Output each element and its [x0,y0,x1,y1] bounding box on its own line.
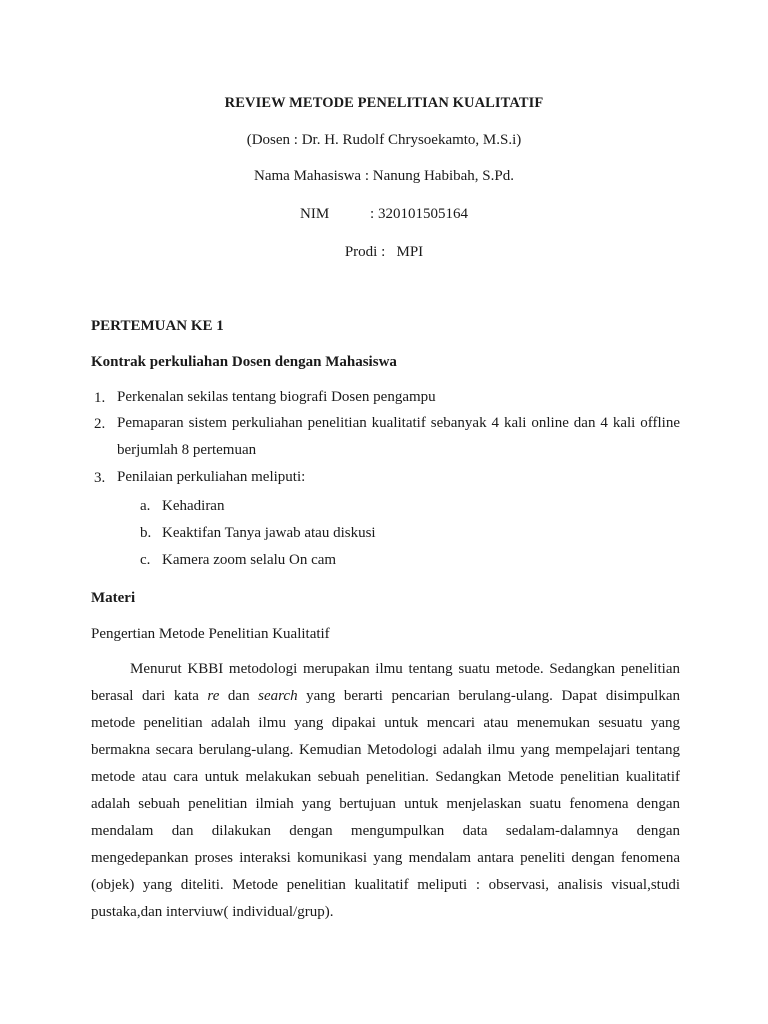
paragraph-line: metode penelitian adalah ilmu yang dipakai untuk mencari atau menemukan sesuatu yang [91,715,680,731]
student-name-line: Nama Mahasiswa : Nanung Habibah, S.Pd. [254,168,514,184]
sub-list-text: Keaktifan Tanya jawab atau diskusi [162,525,376,541]
paragraph-line: Menurut KBBI metodologi merupakan ilmu tentang suatu metode. Sedangkan penelitian [130,661,680,677]
text-run: yang berarti pencarian berulang-ulang. Dapat disimpulkan [297,688,680,704]
lecturer-line: (Dosen : Dr. H. Rudolf Chrysoekamto, M.S.i) [246,132,522,148]
prodi-value: MPI [396,244,424,260]
list-number: 1. [94,390,106,406]
prodi-label: Prodi : [344,244,386,260]
sub-list-letter: b. [140,525,152,541]
body-paragraph [91,656,680,926]
student-id-line [0,205,768,223]
program-line [0,243,768,261]
list-text: Penilaian perkuliahan meliputi: [117,469,306,485]
list-text: Pemaparan sistem perkuliahan penelitian kualitatif sebanyak 4 kali online dan 4 kali offline berjumlah 8 pertemuan [117,415,680,458]
nim-value: : 320101505164 [370,206,468,222]
paragraph-line: mendalam dan dilakukan dengan mengumpulkan data sedalam-dalamnya dengan [91,823,680,839]
paragraph-line: metode atau cara untuk melakukan sebuah penelitian. Sedangkan Metode penelitian kualitatif [91,769,680,785]
list-number: 3. [94,470,106,486]
materi-subheading: Pengertian Metode Penelitian Kualitatif [91,626,330,642]
paragraph-line: bermakna secara berulang-ulang. Kemudian Metodologi adalah ilmu yang mempelajari tentang [91,742,680,758]
list-text: Perkenalan sekilas tentang biografi Dosen pengampu [117,389,436,405]
italic-term-re: re [207,688,220,704]
text-run: berasal dari kata [91,688,208,704]
sub-list-text: Kamera zoom selalu On cam [162,552,337,568]
paragraph-line: (objek) yang diteliti. Metode penelitian kualitatif meliputi : observasi, analisis visual,studi [91,877,680,893]
text-run: dan [219,688,259,704]
list-number: 2. [94,416,106,432]
paragraph-line [91,683,680,710]
italic-term-search: search [258,688,298,704]
paragraph-line: mengedepankan proses interaksi komunikasi yang mendalam antara peneliti dengan fenomena [91,850,680,866]
paragraph-line: pustaka,dan interviuw( individual/grup). [91,904,334,920]
sub-list-text: Kehadiran [162,498,225,514]
sub-list-letter: a. [140,498,151,514]
sub-list-letter: c. [140,552,151,568]
paragraph-line: adalah sebuah penelitian ilmiah yang bertujuan untuk menjelaskan suatu fenomena dengan [91,796,680,812]
section-heading: PERTEMUAN KE 1 [91,318,224,334]
document-title: REVIEW METODE PENELITIAN KUALITATIF [224,95,544,111]
nim-label: NIM [300,206,330,222]
section-subheading: Kontrak perkuliahan Dosen dengan Mahasiswa [91,354,397,370]
materi-heading: Materi [91,590,136,606]
